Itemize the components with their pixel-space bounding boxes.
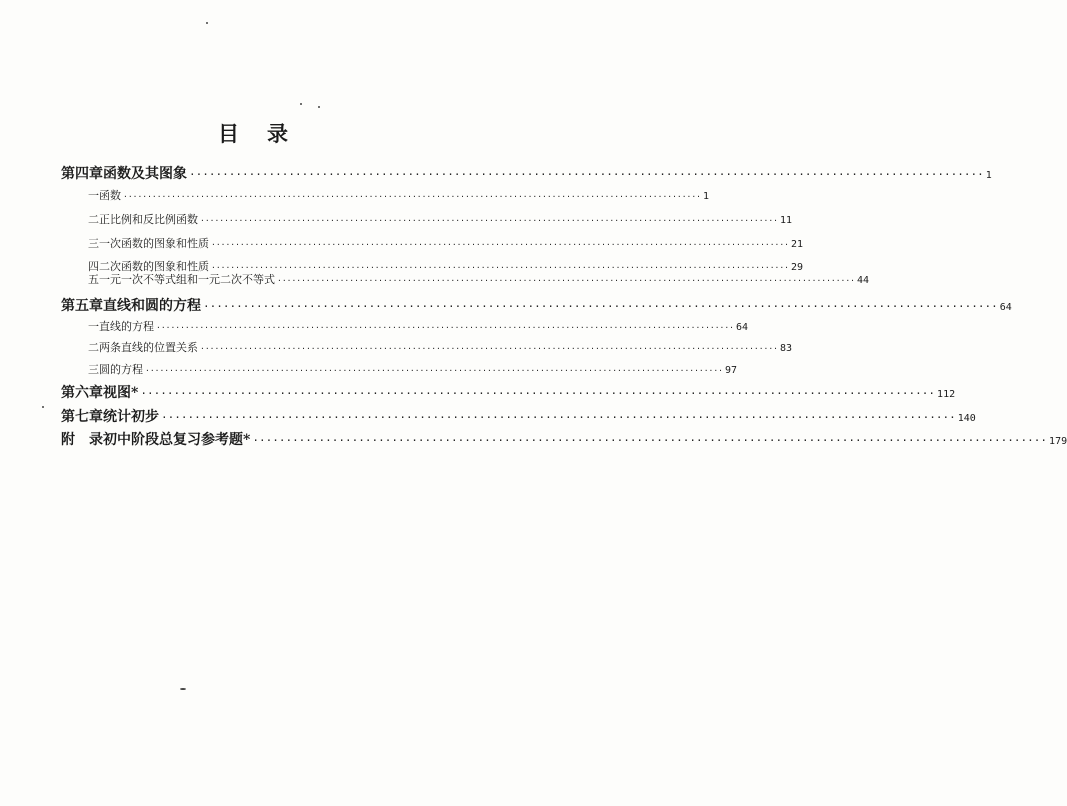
toc-entry-title: 直线的方程 xyxy=(99,320,154,333)
title-char: 目 xyxy=(218,122,239,146)
toc-entry-number: 一 xyxy=(88,189,99,202)
toc-entry-number: 五 xyxy=(88,273,99,286)
toc-section-row xyxy=(88,271,870,287)
toc-entry-page: 64 xyxy=(999,302,1012,313)
toc-entry-number: 四 xyxy=(88,260,99,273)
dot-leader: ························································································································ xyxy=(200,344,778,353)
toc-chapter-row xyxy=(61,382,956,402)
toc-entry-title: 直线和圆的方程 xyxy=(103,298,201,314)
dot-leader: ························································································································ xyxy=(200,216,778,225)
toc-chapter-row xyxy=(61,295,1012,315)
toc-entry-number: 三 xyxy=(88,237,99,250)
toc-entry-page: 29 xyxy=(790,262,804,273)
toc-entry-number: 三 xyxy=(88,363,99,376)
toc-chapter-row xyxy=(61,429,1067,449)
dot-leader: ························································································································ xyxy=(140,387,936,400)
toc-entry-number: 一 xyxy=(88,320,99,333)
dot-leader: ························································································································ xyxy=(203,300,998,313)
toc-section-row xyxy=(88,187,709,203)
toc-chapter-row xyxy=(61,163,992,183)
toc-entry-title: 函数及其图象 xyxy=(103,166,187,182)
toc-entry-title: 一元一次不等式组和一元二次不等式 xyxy=(99,273,275,286)
toc-entry-page: 179 xyxy=(1049,436,1067,447)
toc-section-row xyxy=(88,318,749,334)
toc-entry-page: 44 xyxy=(856,275,870,286)
toc-entry-page: 1 xyxy=(985,170,992,181)
toc-entry-number: 第六章 xyxy=(61,385,103,401)
toc-entry-title: 视图* xyxy=(103,385,139,401)
toc-entry-page: 97 xyxy=(724,365,738,376)
toc-entry-page: 140 xyxy=(957,413,976,424)
toc-section-row xyxy=(88,211,793,227)
dot-leader: ························································································································ xyxy=(123,192,701,201)
toc-section-row xyxy=(88,361,738,377)
toc-entry-title: 二次函数的图象和性质 xyxy=(99,260,209,273)
toc-entry-number: 二 xyxy=(88,213,99,226)
page-title xyxy=(0,118,506,148)
toc-section-row xyxy=(88,339,793,355)
toc-entry-title: 圆的方程 xyxy=(99,363,143,376)
toc-entry-title: 一次函数的图象和性质 xyxy=(99,237,209,250)
toc-entry-number: 第七章 xyxy=(61,409,103,425)
dot-leader: ························································································································ xyxy=(211,240,789,249)
toc-section-row xyxy=(88,235,804,251)
dot-leader: ························································································································ xyxy=(252,434,1048,447)
toc-entry-title: 初中阶段总复习参考题* xyxy=(103,432,251,448)
toc-entry-title: 函数 xyxy=(99,189,121,202)
dot-leader: ························································································································ xyxy=(145,366,723,375)
toc-entry-page: 83 xyxy=(779,343,793,354)
toc-entry-title: 两条直线的位置关系 xyxy=(99,341,198,354)
dot-leader: ························································································································ xyxy=(277,276,855,285)
toc-entry-page: 1 xyxy=(702,191,709,202)
scan-speck xyxy=(318,106,320,108)
scan-speck xyxy=(42,406,44,408)
toc-entry-number: 附 录 xyxy=(61,432,103,448)
toc-entry-page: 64 xyxy=(735,322,749,333)
dot-leader: ························································································································ xyxy=(161,411,956,424)
dot-leader: ························································································································ xyxy=(189,168,984,181)
toc-entry-page: 11 xyxy=(779,215,793,226)
toc-entry-number: 二 xyxy=(88,341,99,354)
toc-entry-number: 第五章 xyxy=(61,298,103,314)
toc-entry-number: 第四章 xyxy=(61,166,103,182)
toc-entry-title: 统计初步 xyxy=(103,409,159,425)
dot-leader: ························································································································ xyxy=(211,263,789,272)
scan-speck xyxy=(300,103,302,105)
toc-entry-title: 正比例和反比例函数 xyxy=(99,213,198,226)
scan-speck xyxy=(206,22,208,24)
toc-entry-page: 112 xyxy=(937,389,956,400)
dot-leader: ························································································································ xyxy=(156,323,734,332)
title-char: 录 xyxy=(267,122,288,146)
toc-chapter-row xyxy=(61,406,976,426)
toc-entry-page: 21 xyxy=(790,239,804,250)
scan-speck xyxy=(180,688,186,690)
